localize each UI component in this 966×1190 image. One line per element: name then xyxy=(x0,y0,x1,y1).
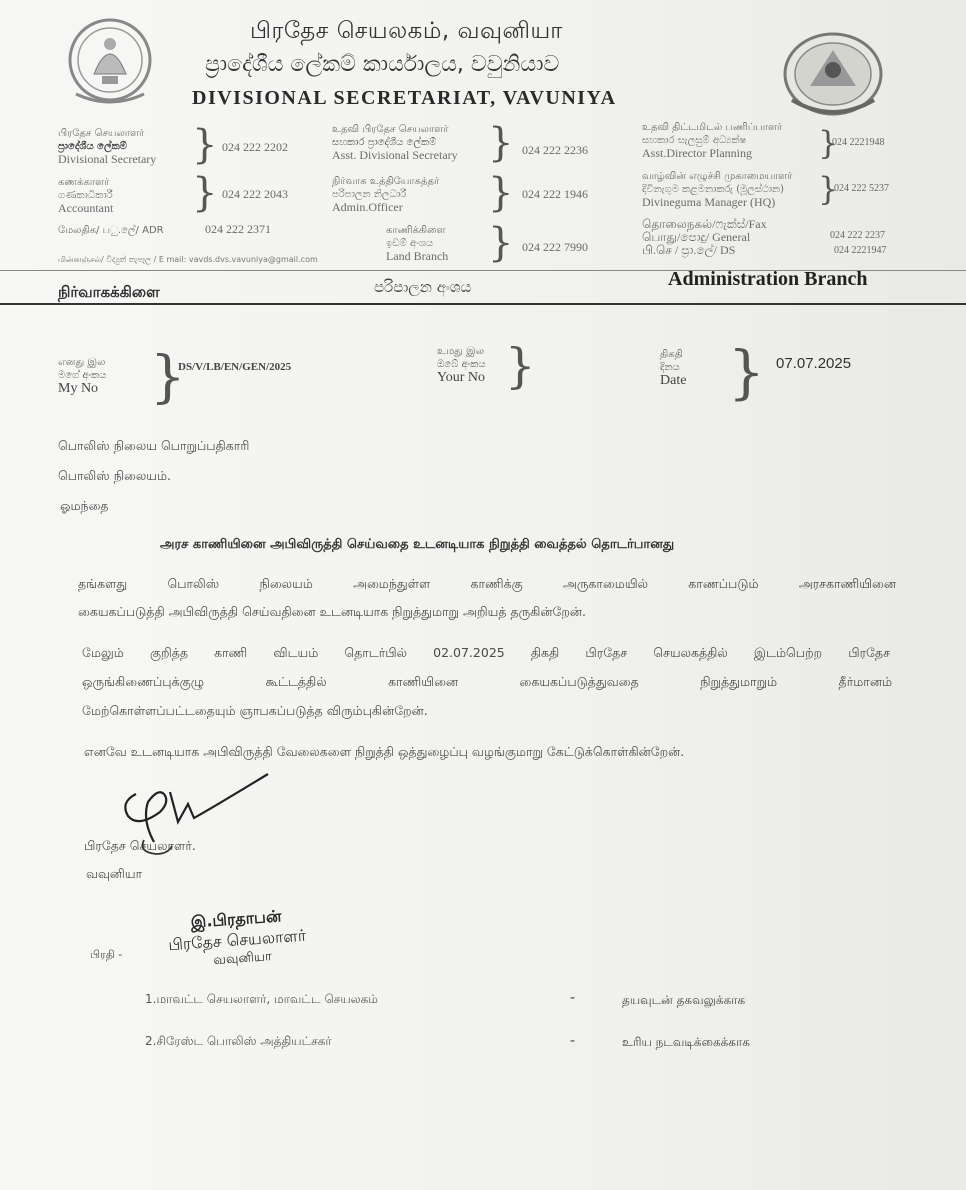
copies-label: பிரதி - xyxy=(90,948,123,961)
contact-ds: பிரதேச செயலாளர் ප්‍රාදේශීය ලේකම් Divisional Secretary xyxy=(58,128,157,166)
branch-tamil: நிர்வாகக்கிளை xyxy=(58,283,160,301)
contact-fax: தொலைநகல்/ෆැක්ස්/Fax பொது/පොදු/ General பி.செ / ප්‍රා.ලේ/ DS xyxy=(642,217,767,257)
date-value: 07.07.2025 xyxy=(776,355,852,372)
stamp-title: பிரதேச செயலாளர் xyxy=(167,925,307,955)
letter-subject: அரச காணியினை அபிவிருத்தி செய்வதை உடனடியாக நிறுத்தி வைத்தல் தொடர்பானது xyxy=(160,537,675,552)
tel-land: 024 222 7990 xyxy=(522,240,588,254)
sri-lanka-emblem-icon xyxy=(64,14,156,106)
paragraph-2-line-2: ஒருங்கிணைப்புக்குழு கூட்டத்தில் காணியினை கையகப்படுத்துவதை நிறுத்துமாறும் தீர்மானம் xyxy=(82,674,892,689)
letterhead-title-sinhala: ප්‍රාදේශීය ලේකම් කාර්යාලය, වවුනියාව xyxy=(205,52,560,77)
contact-divineguma: வாழ்வின் எழுச்சி முகாமையாளர் දිවිනැගුම කළමනාකරු (මූලස්ථාන) Divineguma Manager (HQ) xyxy=(642,171,793,209)
brace: } xyxy=(818,124,839,162)
recipient-line-1: பொலிஸ் நிலைய பொறுப்பதிகாரி xyxy=(58,438,250,453)
recipient-line-2: பொலிஸ் நிலையம். xyxy=(58,468,172,483)
brace: } xyxy=(192,170,218,216)
contact-land-branch: காணிக்கிளை ඉඩම් අංශය Land Branch xyxy=(386,225,449,263)
tel-accountant: 024 222 2043 xyxy=(222,187,288,201)
contact-adp: உதவி திட்டமிடல் பணிப்பாளர் සහකාර සැලසුම් අධ්‍යක්ෂ Asst.Director Planning xyxy=(642,122,783,160)
brace: } xyxy=(728,338,765,406)
vavuniya-district-emblem-icon xyxy=(780,30,886,118)
brace: } xyxy=(192,122,218,168)
brace: } xyxy=(150,345,186,410)
tel-fax-1: 024 222 2237 xyxy=(830,230,885,241)
copy-2-recipient: 2.சிரேஸ்ட பொலிஸ் அத்தியட்சகர் xyxy=(145,1034,332,1048)
contact-adds: உதவி பிரதேச செயலாளர் සහකාර ප්‍රාදේශීය ලේකම් Asst. Divisional Secretary xyxy=(332,124,458,162)
branch-sinhala: පරිපාලන අංශය xyxy=(374,278,472,296)
letterhead-title-tamil: பிரதேச செயலகம், வவுனியா xyxy=(250,18,563,44)
tel-adp: 024 2221948 xyxy=(832,137,885,148)
brace: } xyxy=(818,170,839,208)
brace: } xyxy=(488,170,514,216)
my-no-label: எனது இல මගේ අංකය My No xyxy=(58,357,107,396)
date-label: திகதி දිනය Date xyxy=(660,349,687,388)
contact-admin-officer: நிர்வாக உத்தியோகத்தர் පරිපාලන නිලධාරී Admin.Officer xyxy=(332,176,440,214)
paragraph-3: எனவே உடனடியாக அபிவிருத்தி வேலைகளை நிறுத்தி ஒத்துழைப்பு வழங்குமாறு கேட்டுக்கொள்கின்றேன். xyxy=(84,744,685,759)
signature-title: பிரதேச செயலாளர். xyxy=(84,838,196,853)
letterhead-title-english: DIVISIONAL SECRETARIAT, VAVUNIYA xyxy=(192,87,617,109)
paragraph-1-line-2: கையகப்படுத்தி அபிவிருத்தி செய்வதினை உடனடியாக நிறுத்துமாறு அறியத் தருகின்றேன். xyxy=(78,604,587,619)
email-address: மின்னஞ்சல்/ විද්‍යුත් තැපෑල / E mail: vavds.dvs.vavuniya@gmail.com xyxy=(58,255,318,264)
tel-adr: 024 222 2371 xyxy=(205,222,271,236)
copy-1-recipient: 1.மாவட்ட செயலாளர், மாவட்ட செயலகம் xyxy=(145,992,378,1006)
my-no-value: DS/V/LB/EN/GEN/2025 xyxy=(178,361,292,373)
tel-admin: 024 222 1946 xyxy=(522,187,588,201)
contact-adr: மேலதிக/ பු.ලේ/ ADR xyxy=(58,225,164,236)
brace: } xyxy=(505,338,536,394)
stamp-name: இ.பிரதாபன் xyxy=(190,906,282,932)
your-no-label: உமது இல ඔබේ අංකය Your No xyxy=(437,346,486,385)
contact-accountant: கணக்காளர் ගණකාධිකාරී Accountant xyxy=(58,177,114,215)
divider xyxy=(0,303,966,305)
copy-2-dash: - xyxy=(570,1033,576,1049)
copy-1-purpose: தயவுடன் தகவலுக்காக xyxy=(622,993,746,1007)
tel-adds: 024 222 2236 xyxy=(522,143,588,157)
brace: } xyxy=(488,120,514,166)
recipient-line-3: ஓமந்தை xyxy=(60,498,109,513)
tel-divineguma: 024 222 5237 xyxy=(834,183,889,194)
signature-place: வவுனியா xyxy=(86,866,143,881)
tel-ds: 024 222 2202 xyxy=(222,140,288,154)
stamp-place: வவுனியா xyxy=(213,949,273,969)
paragraph-1-line-1: தங்களது பொலிஸ் நிலையம் அமைந்துள்ள காணிக்கு அருகாமையில் காணப்படும் அரசகாணியினை xyxy=(78,576,896,591)
paragraph-2-line-1: மேலும் குறித்த காணி விடயம் தொடர்பில் 02.07.2025 திகதி பிரதேச செயலகத்தில் இடம்பெற்ற பிரதேச xyxy=(82,645,890,660)
tel-fax-2: 024 2221947 xyxy=(834,245,887,256)
branch-english: Administration Branch xyxy=(668,268,868,290)
paragraph-2-line-3: மேற்கொள்ளப்பட்டதையும் ஞாபகப்படுத்த விரும்புகின்றேன். xyxy=(82,703,428,718)
copy-2-purpose: உரிய நடவடிக்கைக்காக xyxy=(622,1035,750,1049)
official-stamp xyxy=(166,902,350,972)
brace: } xyxy=(488,220,514,266)
copy-1-dash: - xyxy=(570,990,576,1006)
